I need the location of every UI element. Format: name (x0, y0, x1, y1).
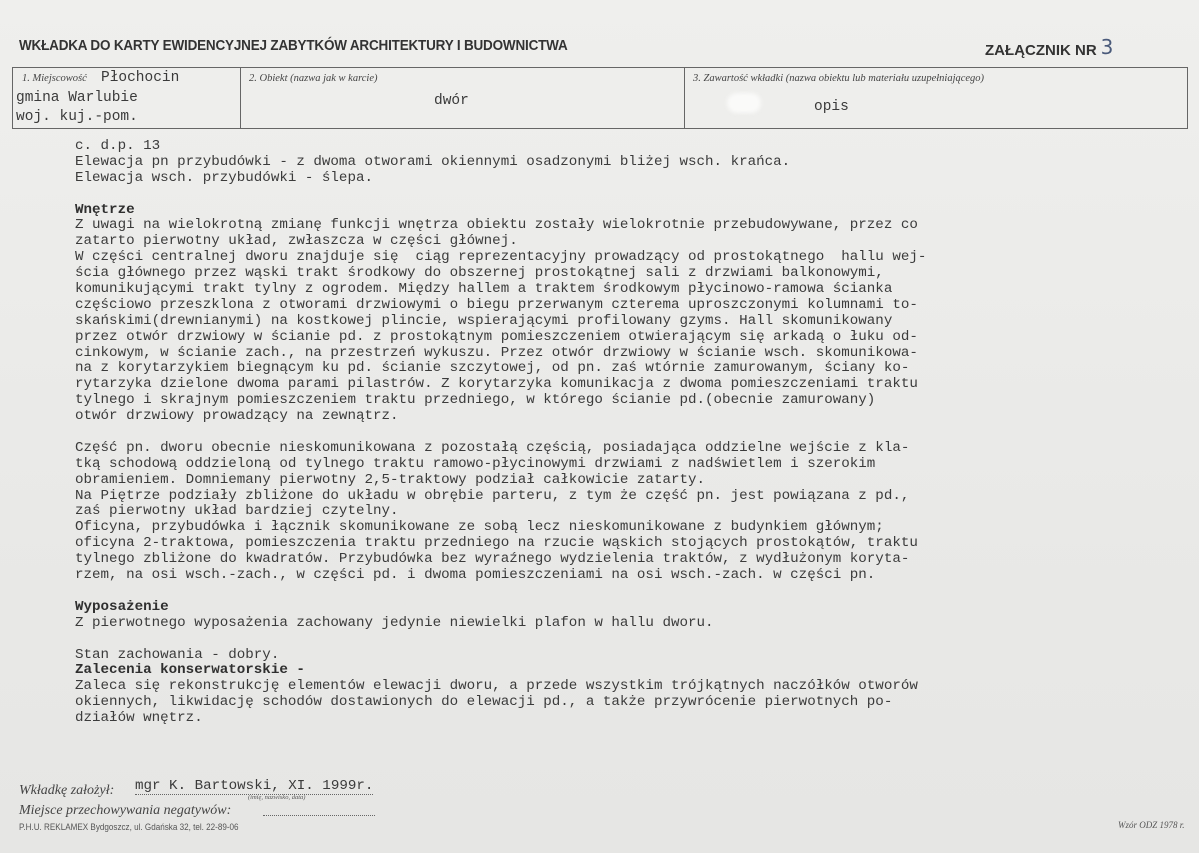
text-line: okiennych, likwidację schodów dostawionych do elewacji pd., a także przywrócenie pierwotnych po- (75, 694, 893, 711)
text-line: cinkowym, w ścianie zach., na przestrzeń wykuszu. Przez otwór drzwiowy w ścianie wsch. skomunikowa- (75, 344, 918, 361)
object-cell (240, 68, 685, 128)
text-line: zaś pierwotny układ bardziej czytelny. (75, 503, 399, 520)
header-fields-box (12, 67, 1188, 129)
text-line: otwór drzwiowy prowadzący na zewnątrz. (75, 408, 399, 425)
text-line: komunikującymi trakt tylny z ogrodem. Między hallem a traktem środkowym płycinowo-ramowa ścianka (75, 281, 893, 298)
text-line: Na Piętrze podziały zbliżone do układu w obrębie parteru, z tym że część pn. jest powiązana z pd., (75, 487, 910, 504)
annex-label (985, 36, 1113, 60)
text-line: Elewacja wsch. przybudówki - ślepa. (75, 169, 373, 186)
founded-value-text: mgr K. Bartowski, XI. 1999r. (135, 778, 374, 794)
text-line: rzem, na osi wsch.-zach., w części pd. i dwoma pomieszczeniami na osi wsch.-zach. w części pn. (75, 567, 876, 584)
storage-value (263, 815, 375, 816)
recommendations-heading: Zalecenia konserwatorskie - (75, 662, 305, 679)
interior-paragraph-2 (75, 441, 1175, 584)
text-line: tką schodową oddzieloną od tylnego traktu ramowo-płycinowymi drzwiami z nadświetlem i szerokim (75, 455, 876, 472)
object-label: 2. Obiekt (nazwa jak w karcie) (249, 73, 378, 84)
text-line: zatarto pierwotny układ, zwłaszcza w części głównej. (75, 233, 518, 250)
content-label: 3. Zawartość wkładki (nazwa obiektu lub materiału uzupełniającego) (693, 73, 985, 84)
founded-value (135, 778, 373, 795)
interior-heading: Wnętrze (75, 201, 135, 218)
text-line: Zaleca się rekonstrukcję elementów elewacji dworu, a przede wszystkim trójkątnych naczółków otworów (75, 678, 918, 695)
locality-label: 1. Miejscowość (22, 73, 87, 84)
locality-value: Płochocin (101, 70, 180, 86)
equipment-text: Z pierwotnego wyposażenia zachowany jedynie niewielki plafon w hallu dworu. (75, 614, 714, 631)
text-line: W części centralnej dworu znajduje się ciąg reprezentacyjny prowadzący od prostokątnego hallu wej- (75, 249, 927, 266)
paper-blemish (727, 93, 761, 113)
object-value: dwór (434, 93, 469, 109)
text-line: rytarzyka dzielone dwoma parami pilastrów. Z korytarzyka komunikacja z dwoma pomieszczeniami traktu (75, 376, 918, 393)
storage-label: Miejsce przechowywania negatywów: (19, 803, 232, 818)
condition-text: Stan zachowania - dobry. (75, 646, 280, 663)
text-line: przez otwór drzwiowy w ścianie pd. z prostokątnym pomieszczeniem otwierającym się arkadą o łuku od- (75, 328, 918, 345)
text-line: działów wnętrz. (75, 710, 203, 727)
annex-label-text: ZAŁĄCZNIK NR (985, 42, 1097, 59)
text-line: oficyna 2-traktowa, pomieszczenia traktu przedniego na rzucie wąskich stojących prostokątów, traktu (75, 535, 918, 552)
form-title: WKŁADKA DO KARTY EWIDENCYJNEJ ZABYTKÓW ARCHITEKTURY I BUDOWNICTWA (19, 38, 568, 54)
intro-block (75, 139, 1175, 187)
text-line: Część pn. dworu obecnie nieskomunikowana z pozostałą częścią, posiadająca oddzielne wejście z kla- (75, 439, 910, 456)
text-line: częściowo przeszklona z otworami drzwiowymi o biegu przerwanym czterema uproszczonymi kolumnami to- (75, 296, 918, 313)
founded-hint: (imię, nazwisko, data) (248, 794, 306, 801)
printer-imprint: P.H.U. REKLAMEX Bydgoszcz, ul. Gdańska 32, tel. 22-89-06 (19, 822, 239, 832)
recommendations-block (75, 679, 1175, 727)
text-line: Elewacja pn przybudówki - z dwoma otworami okiennymi osadzonymi bliżej wsch. krańca. (75, 153, 791, 170)
content-value: opis (814, 99, 849, 115)
text-line: skańskimi(drewnianymi) na kostkowej plincie, wspierającymi profilowany gzyms. Hall skomunikowany (75, 312, 893, 329)
document-body (75, 139, 1175, 727)
locality-cell (13, 68, 241, 128)
text-line: na z korytarzykiem biegnącym ku pd. ścianie szczytowej, od pn. zaś wtórnie zamurowanym, ściany ko- (75, 360, 910, 377)
voivodeship-value: woj. kuj.-pom. (16, 109, 138, 125)
text-line: obramieniem. Domniemany pierwotny 2,5-traktowy podział całkowicie zatarty. (75, 471, 706, 488)
text-line: tylnego i skrajnym pomieszczeniem traktu przedniego, w którego ścianie pd.(obecnie zamurowany) (75, 392, 876, 409)
equipment-heading: Wyposażenie (75, 598, 169, 615)
text-line: tylnego zbliżone do kwadratów. Przybudówka bez wyraźnego wydzielenia traktów, z wydłużonym koryta- (75, 551, 910, 568)
text-line: Oficyna, przybudówka i łącznik skomunikowane ze sobą lecz nieskomunikowane z budynkiem głównym; (75, 519, 884, 536)
form-reference: Wzór ODZ 1978 r. (1118, 820, 1185, 830)
annex-number: 3 (1100, 35, 1114, 59)
interior-paragraph-1 (75, 218, 1175, 425)
commune-value: gmina Warlubie (16, 90, 138, 106)
text-line: c. d.p. 13 (75, 138, 161, 154)
text-line: ścia głównego przez wąski trakt środkowy do obszernej prostokątnej sali z drzwiami balkonowymi, (75, 265, 884, 282)
text-line: Z uwagi na wielokrotną zmianę funkcji wnętrza obiektu zostały wielokrotnie przebudowywane, przez co (75, 217, 918, 234)
founded-label: Wkładkę założył: (19, 783, 115, 798)
